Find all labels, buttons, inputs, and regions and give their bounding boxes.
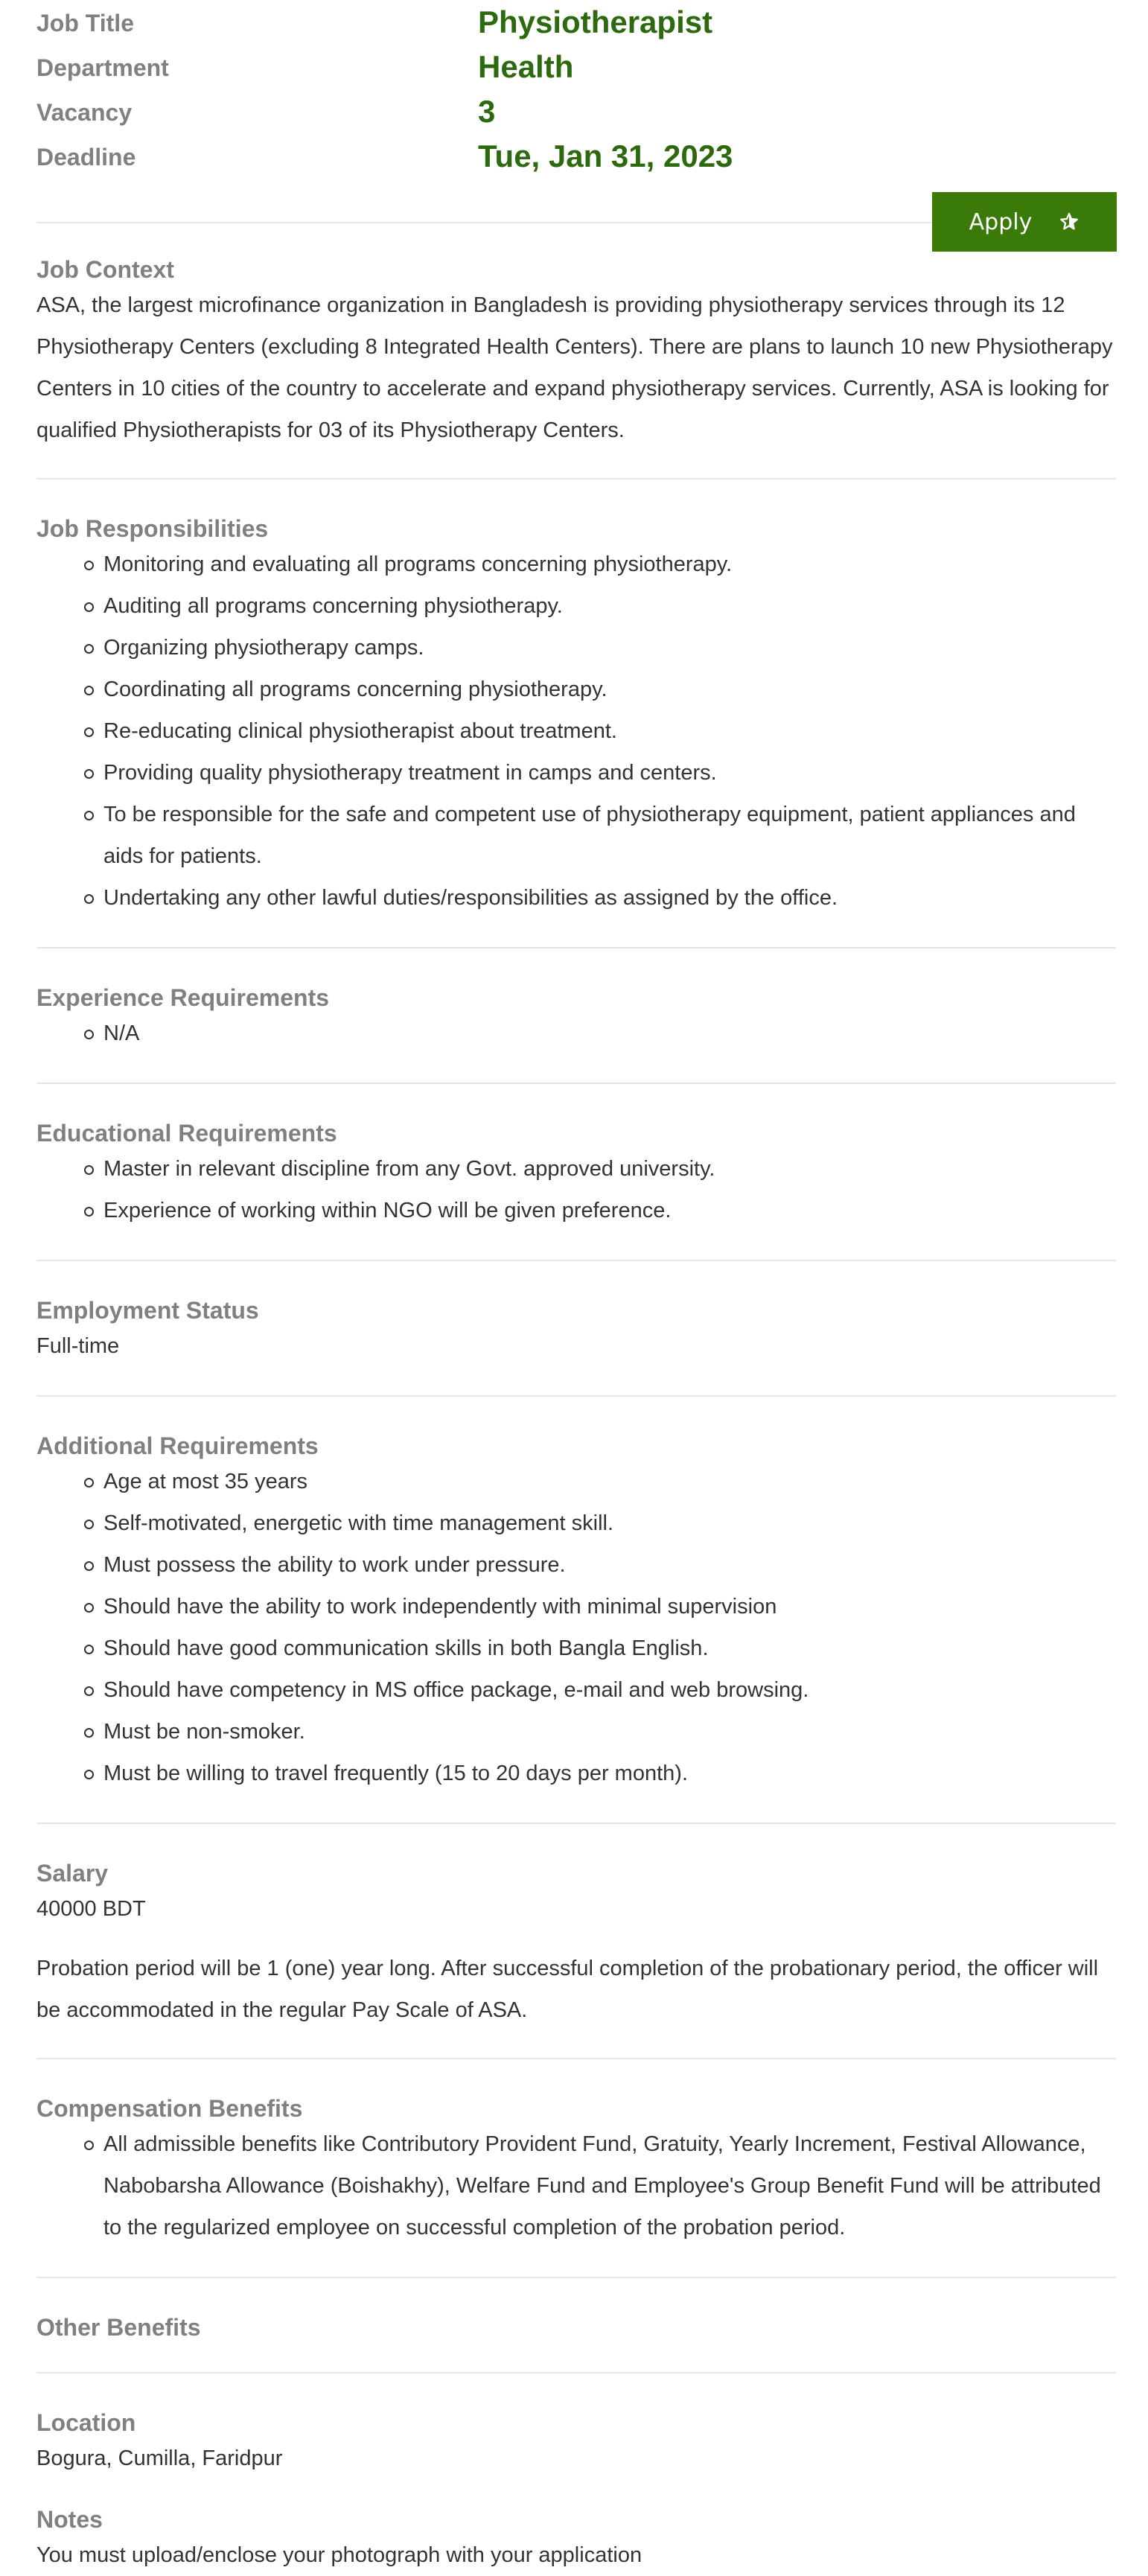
compensation-benefits-list <box>36 2123 1116 2248</box>
employment-status-title: Employment Status <box>36 1297 259 1324</box>
vacancy-value: 3 <box>478 94 496 129</box>
list-item: Monitoring and evaluating all programs concerning physiotherapy. <box>103 543 1116 585</box>
list-item: Should have the ability to work independently with minimal supervision <box>103 1586 1116 1627</box>
list-item: Should have competency in MS office package, e-mail and web browsing. <box>103 1669 1116 1711</box>
compensation-benefits-title: Compensation Benefits <box>36 2095 303 2122</box>
compensation-benefits-section <box>36 2059 1116 2277</box>
list-item: Undertaking any other lawful duties/responsibilities as assigned by the office. <box>103 877 1116 919</box>
department-value: Health <box>478 49 574 84</box>
list-item: Experience of working within NGO will be given preference. <box>103 1190 1116 1231</box>
job-context-section <box>36 223 1116 478</box>
job-responsibilities-section <box>36 479 1116 947</box>
location-value: Bogura, Cumilla, Faridpur <box>36 2446 283 2470</box>
list-item: Age at most 35 years <box>103 1461 1116 1502</box>
list-item: Must be willing to travel frequently (15 to 20 days per month). <box>103 1753 1116 1794</box>
job-responsibilities-title: Job Responsibilities <box>36 515 269 542</box>
job-summary <box>36 0 1116 235</box>
salary-note: Probation period will be 1 (one) year long. After successful completion of the probationary period, the officer will be accommodated in the regular Pay Scale of ASA. <box>36 1957 1099 2022</box>
employment-status-section <box>36 1261 1116 1395</box>
other-benefits-section <box>36 2278 1116 2372</box>
deadline-value: Tue, Jan 31, 2023 <box>478 138 733 173</box>
list-item: Providing quality physiotherapy treatment in camps and centers. <box>103 752 1116 794</box>
experience-requirements-title: Experience Requirements <box>36 984 330 1011</box>
employment-status-value: Full-time <box>36 1334 120 1358</box>
list-item: N/A <box>103 1013 1116 1054</box>
notes-value: You must upload/enclose your photograph with your application <box>36 2543 642 2567</box>
educational-requirements-title: Educational Requirements <box>36 1120 337 1147</box>
apply-button-label: Apply <box>969 208 1033 235</box>
list-item: Must be non-smoker. <box>103 1711 1116 1753</box>
salary-value: 40000 BDT <box>36 1897 146 1921</box>
list-item: Master in relevant discipline from any Govt. approved university. <box>103 1148 1116 1190</box>
additional-requirements-section <box>36 1397 1116 1823</box>
department-row <box>36 45 1116 89</box>
location-section <box>36 2373 1116 2494</box>
list-item: Auditing all programs concerning physiotherapy. <box>103 585 1116 627</box>
notes-section <box>36 2494 1116 2576</box>
vacancy-row <box>36 89 1116 134</box>
list-item: Coordinating all programs concerning physiotherapy. <box>103 669 1116 710</box>
list-item: Re-educating clinical physiotherapist about treatment. <box>103 710 1116 752</box>
deadline-label: Deadline <box>36 144 136 170</box>
list-item: To be responsible for the safe and competent use of physiotherapy equipment, patient appliances and aids for patients. <box>103 794 1116 877</box>
salary-title: Salary <box>36 1860 109 1887</box>
additional-requirements-title: Additional Requirements <box>36 1432 319 1459</box>
list-item: Organizing physiotherapy camps. <box>103 627 1116 669</box>
experience-requirements-list <box>36 1013 1116 1054</box>
educational-requirements-list <box>36 1148 1116 1231</box>
other-benefits-title: Other Benefits <box>36 2314 201 2341</box>
vacancy-label: Vacancy <box>36 99 133 126</box>
job-responsibilities-list <box>36 543 1116 919</box>
department-label: Department <box>36 54 169 81</box>
educational-requirements-section <box>36 1084 1116 1260</box>
location-title: Location <box>36 2409 136 2436</box>
list-item: Self-motivated, energetic with time management skill. <box>103 1502 1116 1544</box>
experience-requirements-section <box>36 949 1116 1083</box>
deadline-row <box>36 134 1116 179</box>
job-context-title: Job Context <box>36 256 174 283</box>
notes-title: Notes <box>36 2506 103 2533</box>
job-title-value: Physiotherapist <box>478 4 713 39</box>
apply-button[interactable] <box>932 192 1117 252</box>
job-title-row <box>36 0 1116 45</box>
job-title-label: Job Title <box>36 10 134 36</box>
list-item: All admissible benefits like Contributory Provident Fund, Gratuity, Yearly Increment, Festival Allowance, Nabobarsha Allowance (Boishakhy), Welfare Fund and Employee's Group Benefit Fund will be attributed to the regularized employee on successful completion of the probation period. <box>103 2123 1116 2248</box>
list-item: Should have good communication skills in both Bangla English. <box>103 1627 1116 1669</box>
job-details-content <box>36 0 1116 2576</box>
star-add-icon <box>1059 211 1080 232</box>
job-context-text: ASA, the largest microfinance organization in Bangladesh is providing physiotherapy services through its 12 Physiotherapy Centers (excluding 8 Integrated Health Centers). There are plans to launch 10 new Physiotherapy Centers in 10 cities of the country to accelerate and expand physiotherapy services. Currently, ASA is looking for qualified Physiotherapists for 03 of its Physiotherapy Centers. <box>36 293 1113 442</box>
salary-section <box>36 1824 1116 2058</box>
list-item: Must possess the ability to work under pressure. <box>103 1544 1116 1586</box>
additional-requirements-list <box>36 1461 1116 1794</box>
